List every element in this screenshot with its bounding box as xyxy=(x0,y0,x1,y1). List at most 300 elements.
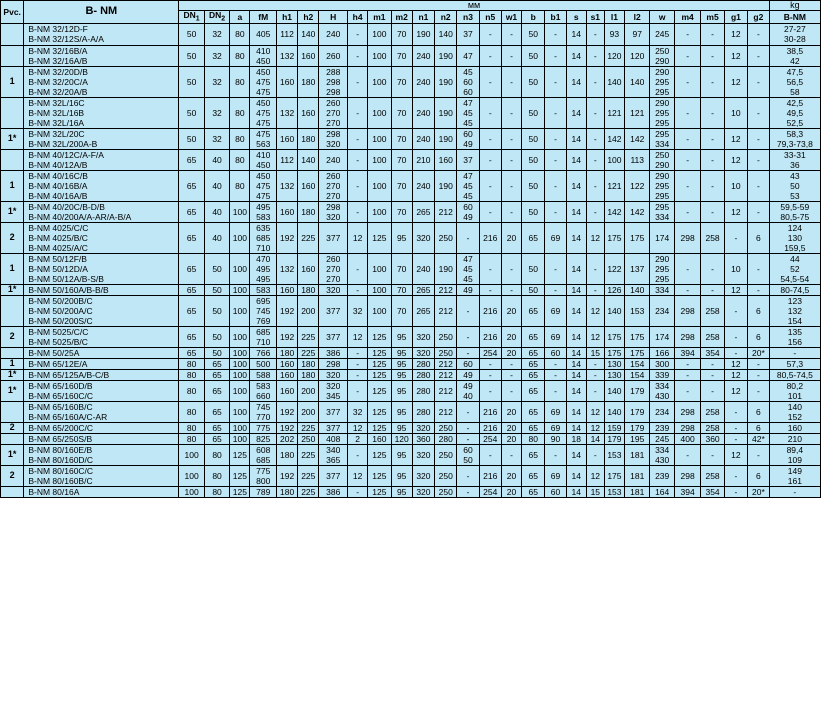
cell-g1: 10 xyxy=(724,170,747,201)
cell-n3: - xyxy=(457,222,479,253)
col-header-l2: l2 xyxy=(624,11,649,24)
cell-dn2: 65 xyxy=(204,358,229,369)
table-row xyxy=(1,369,821,380)
cell-l1: 175 xyxy=(604,222,624,253)
cell-m5: - xyxy=(701,97,724,128)
cell-g1: - xyxy=(724,434,747,445)
cell-h: 260 xyxy=(319,45,348,66)
cell-h: 320 xyxy=(319,284,348,295)
cell-m1: 125 xyxy=(368,358,391,369)
col-header-n1: n1 xyxy=(412,11,434,24)
cell-h1: 112 xyxy=(276,149,297,170)
cell-m1: 125 xyxy=(368,487,391,498)
cell-h1: 192 xyxy=(276,222,297,253)
cell-a: 80 xyxy=(230,45,250,66)
cell-s1: - xyxy=(586,149,604,170)
cell-h2: 140 xyxy=(298,149,319,170)
cell-l2: 142 xyxy=(624,201,649,222)
cell-h4: - xyxy=(348,128,368,149)
cell-b: 65 xyxy=(522,222,545,253)
cell-m5: 360 xyxy=(701,434,724,445)
cell-g1: - xyxy=(724,347,747,358)
cell-dn1: 50 xyxy=(179,66,204,97)
cell-b: 65 xyxy=(522,487,545,498)
cell-g2: - xyxy=(748,45,770,66)
cell-n2: 212 xyxy=(435,358,457,369)
cell-fm: 583 xyxy=(250,284,277,295)
cell-g1: - xyxy=(724,402,747,423)
cell-h4: 12 xyxy=(348,222,368,253)
cell-g2: - xyxy=(748,149,770,170)
cell-g1: - xyxy=(724,295,747,326)
cell-m5: - xyxy=(701,128,724,149)
cell-l1: 142 xyxy=(604,201,624,222)
cell-n3: 49 40 xyxy=(457,381,479,402)
cell-h: 288 298 298 xyxy=(319,66,348,97)
cell-model-names: B-NM 32/16B/A B-NM 32/16A/B xyxy=(24,45,179,66)
cell-a: 100 xyxy=(230,284,250,295)
cell-m5: - xyxy=(701,24,724,45)
cell-n1: 265 xyxy=(412,284,434,295)
cell-n1: 320 xyxy=(412,347,434,358)
cell-m2: 95 xyxy=(391,369,412,380)
cell-n2: 250 xyxy=(435,347,457,358)
cell-fm: 450 475 475 xyxy=(250,66,277,97)
cell-kg: 44 52 54,5-54 xyxy=(769,253,820,284)
cell-fm: 500 xyxy=(250,358,277,369)
cell-w: 245 xyxy=(650,434,674,445)
cell-s: 14 xyxy=(566,402,586,423)
cell-dn2: 40 xyxy=(204,201,229,222)
cell-fm: 405 xyxy=(250,24,277,45)
cell-s: 14 xyxy=(566,358,586,369)
cell-n5: 216 xyxy=(479,402,501,423)
cell-m4: 400 xyxy=(674,434,701,445)
cell-h1: 112 xyxy=(276,24,297,45)
cell-g2: - xyxy=(748,97,770,128)
cell-model-names: B-NM 65/125A/B-C/B xyxy=(24,369,179,380)
cell-n2: 212 xyxy=(435,201,457,222)
cell-dn2: 50 xyxy=(204,253,229,284)
cell-h2: 180 xyxy=(298,284,319,295)
cell-h2: 180 xyxy=(298,128,319,149)
cell-w: 290 295 295 xyxy=(650,170,674,201)
cell-b1: - xyxy=(545,149,566,170)
cell-m5: - xyxy=(701,66,724,97)
cell-g2: - xyxy=(748,170,770,201)
cell-h2: 225 xyxy=(298,487,319,498)
cell-dn1: 100 xyxy=(179,445,204,466)
cell-n1: 265 xyxy=(412,201,434,222)
cell-m5: - xyxy=(701,149,724,170)
cell-dn2: 65 xyxy=(204,402,229,423)
cell-h1: 132 xyxy=(276,253,297,284)
cell-fm: 410 450 xyxy=(250,149,277,170)
col-header-name: B- NM xyxy=(24,1,179,24)
cell-g1: 12 xyxy=(724,358,747,369)
cell-w: 339 xyxy=(650,369,674,380)
col-header-n5: n5 xyxy=(479,11,501,24)
cell-m2: 70 xyxy=(391,295,412,326)
cell-dn2: 50 xyxy=(204,347,229,358)
cell-b1: - xyxy=(545,358,566,369)
cell-b: 50 xyxy=(522,66,545,97)
cell-h1: 192 xyxy=(276,295,297,326)
cell-n5: - xyxy=(479,358,501,369)
cell-a: 100 xyxy=(230,222,250,253)
cell-g1: 12 xyxy=(724,24,747,45)
cell-w1: - xyxy=(501,253,521,284)
cell-l2: 142 xyxy=(624,128,649,149)
cell-m5: - xyxy=(701,45,724,66)
col-header-m1: m1 xyxy=(368,11,391,24)
cell-kg: 135 156 xyxy=(769,326,820,347)
cell-n5: - xyxy=(479,253,501,284)
cell-g2: - xyxy=(748,128,770,149)
cell-m4: 298 xyxy=(674,326,701,347)
cell-m1: 125 xyxy=(368,369,391,380)
cell-n3: - xyxy=(457,347,479,358)
cell-kg: 140 152 xyxy=(769,402,820,423)
cell-m5: - xyxy=(701,170,724,201)
cell-h: 240 xyxy=(319,24,348,45)
cell-w1: - xyxy=(501,128,521,149)
cell-kg: 27-27 30-28 xyxy=(769,24,820,45)
cell-model-names: B-NM 65/160D/B B-NM 65/160C/C xyxy=(24,381,179,402)
cell-w: 174 xyxy=(650,326,674,347)
cell-b1: - xyxy=(545,201,566,222)
cell-w1: - xyxy=(501,381,521,402)
cell-m2: 120 xyxy=(391,434,412,445)
cell-n3: 60 49 xyxy=(457,128,479,149)
cell-kg: 89,4 109 xyxy=(769,445,820,466)
cell-dn1: 80 xyxy=(179,358,204,369)
cell-n3: 60 50 xyxy=(457,445,479,466)
col-header-b1: b1 xyxy=(545,11,566,24)
cell-pvc: 2 xyxy=(1,466,24,487)
cell-dn2: 50 xyxy=(204,295,229,326)
cell-s: 14 xyxy=(566,170,586,201)
cell-s1: - xyxy=(586,445,604,466)
col-header-g2: g2 xyxy=(748,11,770,24)
cell-dn1: 65 xyxy=(179,253,204,284)
cell-m2: 70 xyxy=(391,45,412,66)
cell-h2: 160 xyxy=(298,170,319,201)
cell-b1: 60 xyxy=(545,347,566,358)
cell-b1: - xyxy=(545,369,566,380)
cell-dn1: 80 xyxy=(179,402,204,423)
cell-kg: 42,5 49,5 52,5 xyxy=(769,97,820,128)
cell-m1: 125 xyxy=(368,445,391,466)
col-header-a: a xyxy=(230,11,250,24)
cell-w: 234 xyxy=(650,402,674,423)
cell-model-names: B-NM 65/12E/A xyxy=(24,358,179,369)
table-row xyxy=(1,170,821,201)
cell-kg: 160 xyxy=(769,423,820,434)
cell-model-names: B-NM 5025/C/C B-NM 5025/B/C xyxy=(24,326,179,347)
cell-pvc xyxy=(1,402,24,423)
cell-l2: 195 xyxy=(624,434,649,445)
cell-a: 100 xyxy=(230,326,250,347)
cell-a: 100 xyxy=(230,253,250,284)
cell-s1: - xyxy=(586,358,604,369)
cell-l2: 179 xyxy=(624,402,649,423)
cell-fm: 789 xyxy=(250,487,277,498)
cell-pvc xyxy=(1,347,24,358)
cell-w: 245 xyxy=(650,24,674,45)
cell-w: 290 295 295 xyxy=(650,97,674,128)
cell-s1: 12 xyxy=(586,295,604,326)
cell-w1: 20 xyxy=(501,434,521,445)
cell-g1: 12 xyxy=(724,45,747,66)
cell-a: 125 xyxy=(230,487,250,498)
cell-w: 295 334 xyxy=(650,128,674,149)
cell-w1: 20 xyxy=(501,402,521,423)
cell-h1: 192 xyxy=(276,402,297,423)
col-header-n2: n2 xyxy=(435,11,457,24)
cell-g1: - xyxy=(724,222,747,253)
cell-fm: 825 xyxy=(250,434,277,445)
table-body xyxy=(1,24,821,498)
cell-s: 14 xyxy=(566,201,586,222)
cell-b: 50 xyxy=(522,149,545,170)
cell-b1: - xyxy=(545,170,566,201)
table-row xyxy=(1,128,821,149)
cell-w: 239 xyxy=(650,423,674,434)
cell-b1: - xyxy=(545,128,566,149)
cell-g2: 42* xyxy=(748,434,770,445)
cell-h1: 160 xyxy=(276,381,297,402)
cell-m2: 70 xyxy=(391,66,412,97)
cell-h1: 160 xyxy=(276,369,297,380)
cell-w1: 20 xyxy=(501,423,521,434)
cell-a: 125 xyxy=(230,466,250,487)
cell-g2: 20* xyxy=(748,347,770,358)
cell-n5: - xyxy=(479,24,501,45)
cell-a: 100 xyxy=(230,295,250,326)
cell-m1: 100 xyxy=(368,284,391,295)
cell-b1: 90 xyxy=(545,434,566,445)
cell-model-names: B-NM 32/20D/B B-NM 32/20C/A B-NM 32/20A/B xyxy=(24,66,179,97)
cell-model-names: B-NM 32L/20C B-NM 32L/200A-B xyxy=(24,128,179,149)
cell-m1: 125 xyxy=(368,423,391,434)
cell-w: 234 xyxy=(650,295,674,326)
cell-model-names: B-NM 80/16A xyxy=(24,487,179,498)
cell-w: 250 290 xyxy=(650,149,674,170)
cell-dn1: 65 xyxy=(179,222,204,253)
cell-g2: - xyxy=(748,201,770,222)
cell-fm: 635 685 710 xyxy=(250,222,277,253)
cell-m4: 298 xyxy=(674,222,701,253)
cell-b: 80 xyxy=(522,434,545,445)
cell-pvc: 1* xyxy=(1,201,24,222)
cell-s1: 12 xyxy=(586,326,604,347)
cell-n5: 254 xyxy=(479,434,501,445)
cell-m2: 70 xyxy=(391,201,412,222)
cell-a: 100 xyxy=(230,381,250,402)
cell-m4: 298 xyxy=(674,466,701,487)
cell-model-names: B-NM 50/25A xyxy=(24,347,179,358)
cell-s1: - xyxy=(586,201,604,222)
cell-l1: 93 xyxy=(604,24,624,45)
cell-h: 377 xyxy=(319,222,348,253)
cell-a: 80 xyxy=(230,66,250,97)
cell-h2: 225 xyxy=(298,423,319,434)
cell-h: 377 xyxy=(319,326,348,347)
cell-l2: 175 xyxy=(624,326,649,347)
cell-h: 298 320 xyxy=(319,201,348,222)
cell-h2: 225 xyxy=(298,222,319,253)
cell-l1: 126 xyxy=(604,284,624,295)
cell-m5: - xyxy=(701,369,724,380)
col-header-s: s xyxy=(566,11,586,24)
cell-n5: 216 xyxy=(479,222,501,253)
cell-g1: 12 xyxy=(724,369,747,380)
cell-b: 65 xyxy=(522,381,545,402)
cell-g1: - xyxy=(724,326,747,347)
table-row xyxy=(1,253,821,284)
cell-m4: - xyxy=(674,381,701,402)
cell-h2: 180 xyxy=(298,358,319,369)
cell-a: 80 xyxy=(230,170,250,201)
cell-w: 334 430 xyxy=(650,445,674,466)
cell-h1: 160 xyxy=(276,128,297,149)
cell-n5: - xyxy=(479,66,501,97)
table-row xyxy=(1,326,821,347)
cell-m5: 258 xyxy=(701,222,724,253)
cell-n1: 280 xyxy=(412,369,434,380)
table-row xyxy=(1,295,821,326)
cell-n1: 320 xyxy=(412,487,434,498)
cell-a: 100 xyxy=(230,423,250,434)
cell-w: 334 xyxy=(650,284,674,295)
cell-m4: - xyxy=(674,253,701,284)
cell-h4: - xyxy=(348,284,368,295)
cell-h2: 200 xyxy=(298,295,319,326)
cell-g2: - xyxy=(748,381,770,402)
cell-s: 14 xyxy=(566,97,586,128)
cell-s1: 15 xyxy=(586,487,604,498)
cell-m5: 258 xyxy=(701,466,724,487)
cell-n2: 190 xyxy=(435,253,457,284)
cell-n1: 320 xyxy=(412,222,434,253)
cell-dn1: 80 xyxy=(179,423,204,434)
cell-dn2: 65 xyxy=(204,423,229,434)
col-header-g1: g1 xyxy=(724,11,747,24)
table-row xyxy=(1,445,821,466)
col-header-h: H xyxy=(319,11,348,24)
table-row xyxy=(1,24,821,45)
col-header-pvc: Рvc. xyxy=(1,1,24,24)
cell-n1: 320 xyxy=(412,445,434,466)
cell-dn1: 50 xyxy=(179,97,204,128)
cell-l2: 113 xyxy=(624,149,649,170)
cell-h2: 160 xyxy=(298,97,319,128)
cell-n5: - xyxy=(479,369,501,380)
cell-pvc: 2 xyxy=(1,222,24,253)
cell-b: 65 xyxy=(522,466,545,487)
cell-m4: - xyxy=(674,97,701,128)
cell-m4: - xyxy=(674,358,701,369)
cell-n5: - xyxy=(479,201,501,222)
cell-w: 300 xyxy=(650,358,674,369)
col-header-dn1: $DN_1$ xyxy=(179,11,204,24)
cell-m1: 125 xyxy=(368,326,391,347)
cell-g2: - xyxy=(748,284,770,295)
cell-a: 100 xyxy=(230,201,250,222)
cell-s1: 15 xyxy=(586,347,604,358)
cell-b: 50 xyxy=(522,201,545,222)
cell-l2: 137 xyxy=(624,253,649,284)
cell-h: 298 xyxy=(319,358,348,369)
cell-h: 298 320 xyxy=(319,128,348,149)
cell-m2: 95 xyxy=(391,222,412,253)
cell-g2: - xyxy=(748,24,770,45)
table-row xyxy=(1,358,821,369)
cell-m2: 95 xyxy=(391,466,412,487)
cell-dn1: 65 xyxy=(179,149,204,170)
cell-g1: - xyxy=(724,487,747,498)
cell-m5: - xyxy=(701,253,724,284)
cell-pvc xyxy=(1,149,24,170)
cell-w: 164 xyxy=(650,487,674,498)
cell-fm: 475 563 xyxy=(250,128,277,149)
cell-l2: 154 xyxy=(624,369,649,380)
cell-pvc: 1 xyxy=(1,358,24,369)
cell-m5: 258 xyxy=(701,295,724,326)
cell-g2: 6 xyxy=(748,423,770,434)
cell-h: 260 270 270 xyxy=(319,253,348,284)
col-header-h4: h4 xyxy=(348,11,368,24)
cell-dn2: 32 xyxy=(204,45,229,66)
cell-kg: 38,5 42 xyxy=(769,45,820,66)
cell-dn2: 32 xyxy=(204,128,229,149)
cell-h1: 202 xyxy=(276,434,297,445)
cell-n2: 212 xyxy=(435,402,457,423)
cell-h2: 160 xyxy=(298,253,319,284)
cell-m1: 125 xyxy=(368,347,391,358)
cell-l2: 175 xyxy=(624,222,649,253)
cell-dn1: 50 xyxy=(179,45,204,66)
col-header-l1: l1 xyxy=(604,11,624,24)
cell-model-names: B-NM 65/200C/C xyxy=(24,423,179,434)
cell-a: 80 xyxy=(230,97,250,128)
cell-g2: - xyxy=(748,253,770,284)
cell-kg: 33-31 36 xyxy=(769,149,820,170)
cell-m2: 95 xyxy=(391,347,412,358)
cell-b: 50 xyxy=(522,45,545,66)
cell-b1: - xyxy=(545,284,566,295)
cell-s: 14 xyxy=(566,347,586,358)
cell-dn1: 100 xyxy=(179,487,204,498)
cell-dn1: 65 xyxy=(179,326,204,347)
cell-m5: 258 xyxy=(701,423,724,434)
cell-m1: 160 xyxy=(368,434,391,445)
cell-n3: - xyxy=(457,423,479,434)
cell-w1: - xyxy=(501,445,521,466)
cell-s: 14 xyxy=(566,487,586,498)
cell-n1: 265 xyxy=(412,295,434,326)
cell-h4: - xyxy=(348,381,368,402)
cell-model-names: B-NM 40/20C/B-D/B B-NM 40/200A/A-AR/A-B/A xyxy=(24,201,179,222)
cell-fm: 745 770 xyxy=(250,402,277,423)
cell-a: 100 xyxy=(230,402,250,423)
cell-s: 14 xyxy=(566,45,586,66)
cell-n5: 216 xyxy=(479,295,501,326)
cell-w1: - xyxy=(501,97,521,128)
cell-n1: 240 xyxy=(412,66,434,97)
cell-l1: 142 xyxy=(604,128,624,149)
